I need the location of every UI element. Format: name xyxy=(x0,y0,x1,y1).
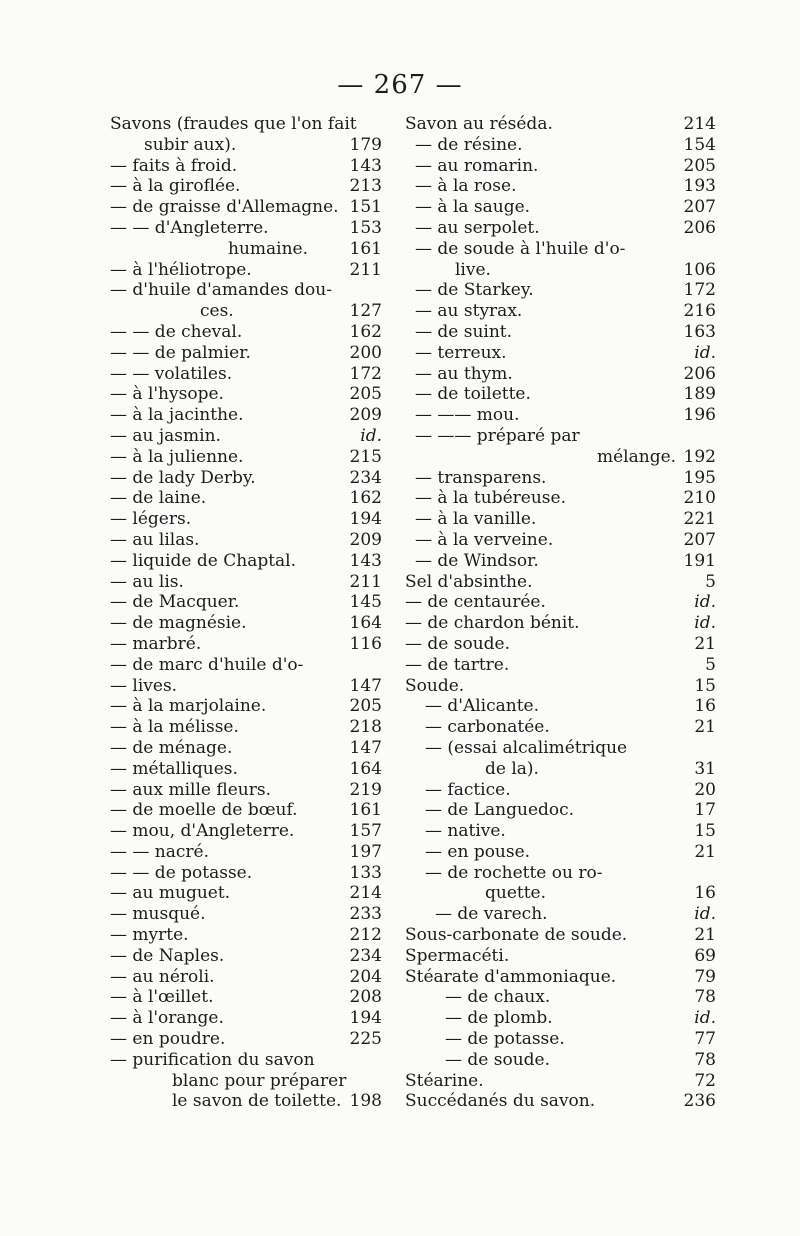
index-page-ref: 208 xyxy=(349,987,382,1008)
index-entry xyxy=(405,301,716,322)
index-page-ref: 221 xyxy=(683,509,716,530)
index-column-left xyxy=(110,114,382,1112)
index-page-ref: 5 xyxy=(705,654,716,675)
index-entry xyxy=(110,1008,382,1029)
index-term: — de centaurée. xyxy=(405,592,546,613)
index-term: — — de palmier. xyxy=(110,342,251,363)
index-page-ref: 213 xyxy=(349,176,382,197)
index-page-ref: id. xyxy=(694,592,716,613)
index-page-ref: 197 xyxy=(349,841,382,862)
index-entry xyxy=(110,592,382,613)
index-term: — à la rose. xyxy=(415,176,517,197)
index-page-ref: 179 xyxy=(349,134,382,155)
index-page-ref: 77 xyxy=(694,1029,716,1050)
index-page-ref: 78 xyxy=(694,987,716,1008)
index-term: Spermacéti. xyxy=(405,945,510,966)
index-page-ref: 72 xyxy=(694,1070,716,1091)
index-entry xyxy=(110,613,382,634)
index-entry xyxy=(405,426,716,447)
index-entry xyxy=(405,613,716,634)
index-entry xyxy=(110,1050,382,1071)
index-entry xyxy=(405,135,716,156)
index-term: — de résine. xyxy=(415,134,523,155)
index-entry xyxy=(405,842,716,863)
index-entry xyxy=(405,738,716,759)
index-entry xyxy=(405,260,716,281)
index-page-ref: 116 xyxy=(349,633,382,654)
index-term: — à la julienne. xyxy=(110,446,244,467)
index-term: de la). xyxy=(485,758,539,779)
index-page-ref: 162 xyxy=(349,321,382,342)
index-entry xyxy=(405,655,716,676)
index-page-ref: 162 xyxy=(349,488,382,509)
index-entry xyxy=(110,696,382,717)
index-page-ref: 78 xyxy=(694,1049,716,1070)
index-page-ref: 154 xyxy=(683,134,716,155)
index-page-ref: 210 xyxy=(683,488,716,509)
index-term: live. xyxy=(455,259,491,280)
index-entry xyxy=(110,738,382,759)
index-entry xyxy=(110,842,382,863)
index-term: — — volatiles. xyxy=(110,363,233,384)
index-term: — — de potasse. xyxy=(110,862,253,883)
index-entry xyxy=(405,322,716,343)
index-entry xyxy=(405,925,716,946)
index-term: — — de cheval. xyxy=(110,321,243,342)
index-term: — d'huile d'amandes dou- xyxy=(110,280,332,301)
index-term: — à l'œillet. xyxy=(110,987,214,1008)
index-page-ref: 207 xyxy=(683,197,716,218)
index-page-ref: 15 xyxy=(694,675,716,696)
index-entry xyxy=(405,780,716,801)
index-term: — à la marjolaine. xyxy=(110,696,267,717)
index-term: — au serpolet. xyxy=(415,217,540,238)
index-term: — de toilette. xyxy=(415,384,531,405)
index-term: — faits à froid. xyxy=(110,155,238,176)
index-term: — à l'orange. xyxy=(110,1008,224,1029)
index-term: — liquide de Chaptal. xyxy=(110,550,297,571)
index-term: — au muguet. xyxy=(110,883,231,904)
index-entry xyxy=(110,239,382,260)
index-entry xyxy=(405,863,716,884)
index-page-ref: 145 xyxy=(349,592,382,613)
index-term: — de magnésie. xyxy=(110,613,247,634)
index-page-ref: 147 xyxy=(349,737,382,758)
index-entry xyxy=(110,676,382,697)
index-entry xyxy=(405,176,716,197)
index-term: — à la giroflée. xyxy=(110,176,241,197)
index-page-ref: id. xyxy=(694,904,716,925)
index-term: — terreux. xyxy=(415,342,507,363)
index-entry xyxy=(110,780,382,801)
index-page-ref: 20 xyxy=(694,779,716,800)
index-term: — purification du savon xyxy=(110,1049,315,1070)
index-entry xyxy=(110,717,382,738)
index-page-ref: 69 xyxy=(694,945,716,966)
index-entry xyxy=(405,759,716,780)
index-term: — à la vanille. xyxy=(415,509,537,530)
index-term: — transparens. xyxy=(415,467,547,488)
index-page-ref: 127 xyxy=(349,301,382,322)
index-entry xyxy=(405,530,716,551)
index-page-ref: 157 xyxy=(349,821,382,842)
index-entry xyxy=(405,280,716,301)
index-page-ref: 218 xyxy=(349,717,382,738)
index-term: — d'Alicante. xyxy=(425,696,540,717)
index-term: — lives. xyxy=(110,675,178,696)
index-term: — —— préparé par xyxy=(415,425,580,446)
index-term: — de Languedoc. xyxy=(425,800,575,821)
index-term: — légers. xyxy=(110,509,192,530)
index-term: — aux mille fleurs. xyxy=(110,779,271,800)
index-term: Sel d'absinthe. xyxy=(405,571,533,592)
index-term: Stéarine. xyxy=(405,1070,484,1091)
index-entry xyxy=(405,987,716,1008)
index-term: — au lis. xyxy=(110,571,184,592)
index-entry xyxy=(110,759,382,780)
index-page-ref: 21 xyxy=(694,633,716,654)
index-entry xyxy=(405,1050,716,1071)
index-page-ref: 214 xyxy=(683,114,716,134)
index-entry xyxy=(110,509,382,530)
index-term: — au jasmin. xyxy=(110,425,221,446)
index-term: — en poudre. xyxy=(110,1029,226,1050)
index-entry xyxy=(405,946,716,967)
index-page-ref: 211 xyxy=(349,571,382,592)
index-term: — (essai alcalimétrique xyxy=(425,737,628,758)
index-entry xyxy=(405,343,716,364)
index-entry xyxy=(110,946,382,967)
index-entry xyxy=(110,447,382,468)
index-entry xyxy=(405,468,716,489)
index-page-ref: 233 xyxy=(349,904,382,925)
index-term: — à la mélisse. xyxy=(110,717,239,738)
index-term: — marbré. xyxy=(110,633,202,654)
index-entry xyxy=(110,322,382,343)
index-term: — de lady Derby. xyxy=(110,467,256,488)
index-entry xyxy=(110,301,382,322)
index-entry xyxy=(110,904,382,925)
index-term: Sous-carbonate de soude. xyxy=(405,925,628,946)
index-entry xyxy=(405,592,716,613)
index-entry xyxy=(405,1008,716,1029)
index-page-ref: 216 xyxy=(683,301,716,322)
index-page-ref: 17 xyxy=(694,800,716,821)
index-page-ref: 16 xyxy=(694,883,716,904)
index-page-ref: 205 xyxy=(683,155,716,176)
index-page-ref: 209 xyxy=(349,529,382,550)
index-page-ref: 225 xyxy=(349,1029,382,1050)
index-entry xyxy=(405,717,716,738)
index-entry xyxy=(110,530,382,551)
index-entry xyxy=(110,405,382,426)
index-term: — de Starkey. xyxy=(415,280,534,301)
index-entry xyxy=(110,384,382,405)
index-entry xyxy=(110,800,382,821)
index-term: blanc pour préparer xyxy=(172,1070,347,1091)
index-term: — de Naples. xyxy=(110,945,225,966)
index-page-ref: 198 xyxy=(349,1091,382,1112)
index-term: — à la tubéreuse. xyxy=(415,488,566,509)
index-term: — de potasse. xyxy=(445,1029,565,1050)
index-entry xyxy=(405,883,716,904)
index-page-ref: 153 xyxy=(349,217,382,238)
index-page-ref: 133 xyxy=(349,862,382,883)
index-page-ref: 234 xyxy=(349,467,382,488)
index-page-ref: 236 xyxy=(683,1091,716,1112)
index-page-ref: 164 xyxy=(349,758,382,779)
index-entry xyxy=(405,1071,716,1092)
index-term: — de Macquer. xyxy=(110,592,240,613)
index-entry xyxy=(405,821,716,842)
index-page-ref: 164 xyxy=(349,613,382,634)
index-page-ref: 21 xyxy=(694,841,716,862)
index-page-ref: 196 xyxy=(683,405,716,426)
index-entry xyxy=(110,655,382,676)
index-page-ref: 191 xyxy=(683,550,716,571)
index-term: — à l'hysope. xyxy=(110,384,224,405)
index-entry xyxy=(405,239,716,260)
index-page-ref: 206 xyxy=(683,217,716,238)
index-page-ref: 161 xyxy=(349,238,382,259)
index-term: — carbonatée. xyxy=(425,717,550,738)
index-term: — mou, d'Angleterre. xyxy=(110,821,295,842)
index-entry xyxy=(110,280,382,301)
index-term: — de moelle de bœuf. xyxy=(110,800,298,821)
index-entry xyxy=(110,197,382,218)
index-entry xyxy=(405,364,716,385)
index-term: quette. xyxy=(485,883,547,904)
index-entry xyxy=(110,883,382,904)
index-entry xyxy=(405,1029,716,1050)
index-term: — à la sauge. xyxy=(415,197,531,218)
index-term: — à la verveine. xyxy=(415,529,554,550)
index-term: — —— mou. xyxy=(415,405,520,426)
index-term: Savons (fraudes que l'on fait xyxy=(110,114,357,134)
index-entry xyxy=(405,509,716,530)
index-term: Soude. xyxy=(405,675,465,696)
index-entry xyxy=(405,800,716,821)
index-term: subir aux). xyxy=(144,134,237,155)
index-page-ref: 172 xyxy=(349,363,382,384)
index-entry xyxy=(110,426,382,447)
index-page-ref: 15 xyxy=(694,821,716,842)
index-page-ref: 219 xyxy=(349,779,382,800)
index-term: — de chaux. xyxy=(445,987,551,1008)
index-entry xyxy=(405,114,716,135)
index-page-ref: 200 xyxy=(349,342,382,363)
index-entry xyxy=(405,551,716,572)
index-page-ref: 194 xyxy=(349,1008,382,1029)
index-term: — métalliques. xyxy=(110,758,238,779)
index-page-ref: 161 xyxy=(349,800,382,821)
index-entry xyxy=(405,904,716,925)
index-entry xyxy=(405,967,716,988)
index-term: — de soude. xyxy=(445,1049,551,1070)
index-entry xyxy=(110,1029,382,1050)
index-entry xyxy=(405,197,716,218)
index-page-ref: 106 xyxy=(683,259,716,280)
index-term: Savon au réséda. xyxy=(405,114,553,134)
index-term: — au thym. xyxy=(415,363,513,384)
index-term: — musqué. xyxy=(110,904,206,925)
index-entry xyxy=(110,987,382,1008)
index-term: — de Windsor. xyxy=(415,550,539,571)
index-page-ref: 212 xyxy=(349,925,382,946)
index-page-ref: 189 xyxy=(683,384,716,405)
index-entry xyxy=(110,135,382,156)
index-page-ref: 204 xyxy=(349,966,382,987)
index-entry xyxy=(110,1071,382,1092)
index-entry xyxy=(110,634,382,655)
index-page-ref: id. xyxy=(694,1008,716,1029)
index-entry xyxy=(110,863,382,884)
index-entry xyxy=(110,364,382,385)
index-page-ref: 211 xyxy=(349,259,382,280)
index-entry xyxy=(110,925,382,946)
index-term: — de ménage. xyxy=(110,737,233,758)
index-page-ref: 172 xyxy=(683,280,716,301)
index-entry xyxy=(405,572,716,593)
index-entry xyxy=(405,447,716,468)
index-term: — native. xyxy=(425,821,506,842)
index-entry xyxy=(110,176,382,197)
index-entry xyxy=(110,156,382,177)
index-entry xyxy=(110,821,382,842)
index-entry xyxy=(405,676,716,697)
index-page-ref: 16 xyxy=(694,696,716,717)
index-page-ref: 21 xyxy=(694,717,716,738)
index-page-ref: 195 xyxy=(683,467,716,488)
index-page-ref: 209 xyxy=(349,405,382,426)
index-term: ces. xyxy=(200,301,234,322)
index-term: — au styrax. xyxy=(415,301,523,322)
index-term: — myrte. xyxy=(110,925,189,946)
index-entry xyxy=(110,488,382,509)
index-page-ref: 194 xyxy=(349,509,382,530)
index-term: — à la jacinthe. xyxy=(110,405,244,426)
index-page-ref: 31 xyxy=(694,758,716,779)
index-page-ref: 192 xyxy=(683,446,716,467)
index-term: — au lilas. xyxy=(110,529,200,550)
index-page-ref: 234 xyxy=(349,945,382,966)
index-page-ref: id. xyxy=(694,342,716,363)
index-entry xyxy=(405,488,716,509)
index-entry xyxy=(110,551,382,572)
index-entry xyxy=(110,260,382,281)
index-term: Stéarate d'ammoniaque. xyxy=(405,966,617,987)
index-page-ref: 193 xyxy=(683,176,716,197)
index-entry xyxy=(110,572,382,593)
index-term: humaine. xyxy=(228,238,309,259)
index-page-ref: 151 xyxy=(349,197,382,218)
index-term: — de soude. xyxy=(405,633,511,654)
index-term: — de soude à l'huile d'o- xyxy=(415,238,626,259)
index-term: — — nacré. xyxy=(110,841,210,862)
index-term: — de graisse d'Allemagne. xyxy=(110,197,339,218)
index-term: — de varech. xyxy=(435,904,548,925)
index-entry xyxy=(405,218,716,239)
index-term: — de marc d'huile d'o- xyxy=(110,654,304,675)
index-page-ref: 214 xyxy=(349,883,382,904)
index-entry xyxy=(405,696,716,717)
index-entry xyxy=(110,218,382,239)
index-term: — de suint. xyxy=(415,321,513,342)
index-page-ref: 79 xyxy=(694,966,716,987)
index-entry xyxy=(110,468,382,489)
index-term: — au néroli. xyxy=(110,966,215,987)
index-page-ref: 207 xyxy=(683,529,716,550)
index-entry xyxy=(110,114,382,135)
index-entry xyxy=(405,1091,716,1112)
index-page-ref: 205 xyxy=(349,384,382,405)
index-column-right xyxy=(405,114,716,1112)
index-page-ref: 5 xyxy=(705,571,716,592)
index-entry xyxy=(405,384,716,405)
index-entry xyxy=(110,343,382,364)
index-entry xyxy=(405,156,716,177)
index-entry xyxy=(405,634,716,655)
index-term: — de tartre. xyxy=(405,654,510,675)
index-term: — de laine. xyxy=(110,488,207,509)
index-term: — au romarin. xyxy=(415,155,539,176)
index-term: — de rochette ou ro- xyxy=(425,862,603,883)
index-term: — de chardon bénit. xyxy=(405,613,580,634)
index-page-ref: id. xyxy=(694,613,716,634)
index-page-ref: id. xyxy=(360,425,382,446)
index-entry xyxy=(110,1091,382,1112)
index-term: Succédanés du savon. xyxy=(405,1091,596,1112)
index-page-ref: 215 xyxy=(349,446,382,467)
index-page-ref: 21 xyxy=(694,925,716,946)
index-page-ref: 206 xyxy=(683,363,716,384)
index-page-ref: 143 xyxy=(349,550,382,571)
index-term: — factice. xyxy=(425,779,511,800)
index-term: — à l'héliotrope. xyxy=(110,259,252,280)
index-term: mélange. xyxy=(597,446,677,467)
page-number: — 267 — xyxy=(337,70,463,100)
index-term: le savon de toilette. xyxy=(172,1091,342,1112)
index-entry xyxy=(110,967,382,988)
index-term: — en pouse. xyxy=(425,841,531,862)
index-entry xyxy=(405,405,716,426)
index-page-ref: 205 xyxy=(349,696,382,717)
index-page-ref: 163 xyxy=(683,321,716,342)
index-page-ref: 143 xyxy=(349,155,382,176)
index-term: — — d'Angleterre. xyxy=(110,217,269,238)
index-page-ref: 147 xyxy=(349,675,382,696)
index-term: — de plomb. xyxy=(445,1008,553,1029)
